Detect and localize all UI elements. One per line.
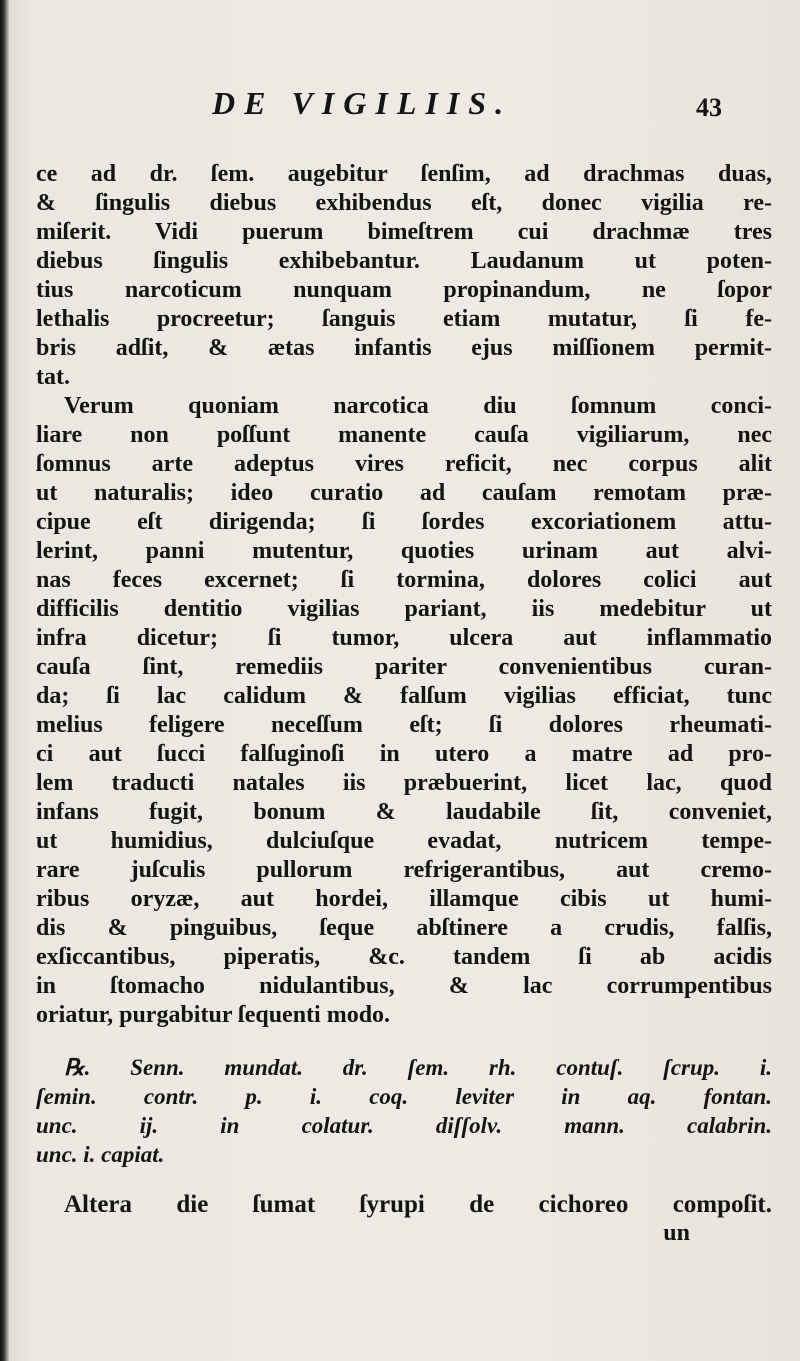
text-line: tius narcoticum nunquam propinandum, ne ſopor bbox=[36, 277, 772, 303]
text-line: lethalis procreetur; ſanguis etiam mutatur, ſi fe- bbox=[36, 306, 772, 332]
text-line: infra dicetur; ſi tumor, ulcera aut inflammatio bbox=[36, 625, 772, 651]
text-line: liare non poſſunt manente cauſa vigiliarum, nec bbox=[36, 422, 772, 448]
text-line: ut humidius, dulciuſque evadat, nutricem tempe- bbox=[36, 828, 772, 854]
prescription-line: ℞. Senn. mundat. dr. ſem. rh. contuſ. ſcrup. i. bbox=[64, 1055, 772, 1080]
text-line: Verum quoniam narcotica diu ſomnum conci- bbox=[64, 393, 772, 419]
text-line: & ſingulis diebus exhibendus eſt, donec vigilia re- bbox=[36, 190, 772, 216]
text-line: lerint, panni mutentur, quoties urinam aut alvi- bbox=[36, 538, 772, 564]
prescription-line: unc. ij. in colatur. diſſolv. mann. calabrin. bbox=[36, 1113, 772, 1138]
prescription-line: unc. i. capiat. bbox=[36, 1142, 165, 1167]
text-line: oriatur, purgabitur ſequenti modo. bbox=[36, 1002, 391, 1028]
text-line: Altera die ſumat ſyrupi de cichoreo compoſit. bbox=[64, 1191, 772, 1218]
text-line: in ſtomacho nidulantibus, & lac corrumpentibus bbox=[36, 973, 772, 999]
prescription-line: ſemin. contr. p. i. coq. leviter in aq. fontan. bbox=[36, 1084, 772, 1109]
text-line: rare juſculis pullorum refrigerantibus, aut cremo- bbox=[36, 857, 772, 883]
text-line: ſomnus arte adeptus vires reficit, nec corpus alit bbox=[36, 451, 772, 477]
text-line: infans fugit, bonum & laudabile ſit, conveniet, bbox=[36, 799, 772, 825]
text-line: miſerit. Vidi puerum bimeſtrem cui drachmæ tres bbox=[36, 219, 772, 245]
text-line: ribus oryzæ, aut hordei, illamque cibis ut humi- bbox=[36, 886, 772, 912]
text-line: cipue eſt dirigenda; ſi ſordes excoriationem attu- bbox=[36, 509, 772, 535]
text-line: bris adſit, & ætas infantis ejus miſſionem permit- bbox=[36, 335, 772, 361]
text-line: ce ad dr. ſem. augebitur ſenſim, ad drachmas duas, bbox=[36, 161, 772, 187]
page-header bbox=[0, 85, 800, 135]
text-line: da; ſi lac calidum & falſum vigilias efficiat, tunc bbox=[36, 683, 772, 709]
text-line: exſiccantibus, piperatis, &c. tandem ſi ab acidis bbox=[36, 944, 772, 970]
text-line: cauſa ſint, remediis pariter convenientibus curan- bbox=[36, 654, 772, 680]
paragraph-3 bbox=[36, 1190, 772, 1248]
page-body bbox=[36, 160, 772, 1248]
text-line: melius feligere neceſſum eſt; ſi dolores rheumati- bbox=[36, 712, 772, 738]
page-edge-shadow bbox=[0, 0, 9, 1361]
paragraph-2 bbox=[36, 392, 772, 1030]
text-line: tat. bbox=[36, 364, 70, 390]
page-number: 43 bbox=[696, 93, 722, 122]
catchword: un bbox=[663, 1220, 690, 1246]
text-line: ci aut ſucci falſuginoſi in utero a matre ad pro- bbox=[36, 741, 772, 767]
text-line: ut naturalis; ideo curatio ad cauſam remotam præ- bbox=[36, 480, 772, 506]
paragraph-1 bbox=[36, 160, 772, 392]
text-line: dis & pinguibus, ſeque abſtinere a crudis, falſis, bbox=[36, 915, 772, 941]
text-line: lem traducti natales iis præbuerint, licet lac, quod bbox=[36, 770, 772, 796]
running-title: DE VIGILIIS. bbox=[212, 85, 513, 121]
prescription bbox=[36, 1053, 772, 1169]
text-line: diebus ſingulis exhibebantur. Laudanum ut poten- bbox=[36, 248, 772, 274]
text-line: difficilis dentitio vigilias pariant, iis medebitur ut bbox=[36, 596, 772, 622]
text-line: nas feces excernet; ſi tormina, dolores colici aut bbox=[36, 567, 772, 593]
